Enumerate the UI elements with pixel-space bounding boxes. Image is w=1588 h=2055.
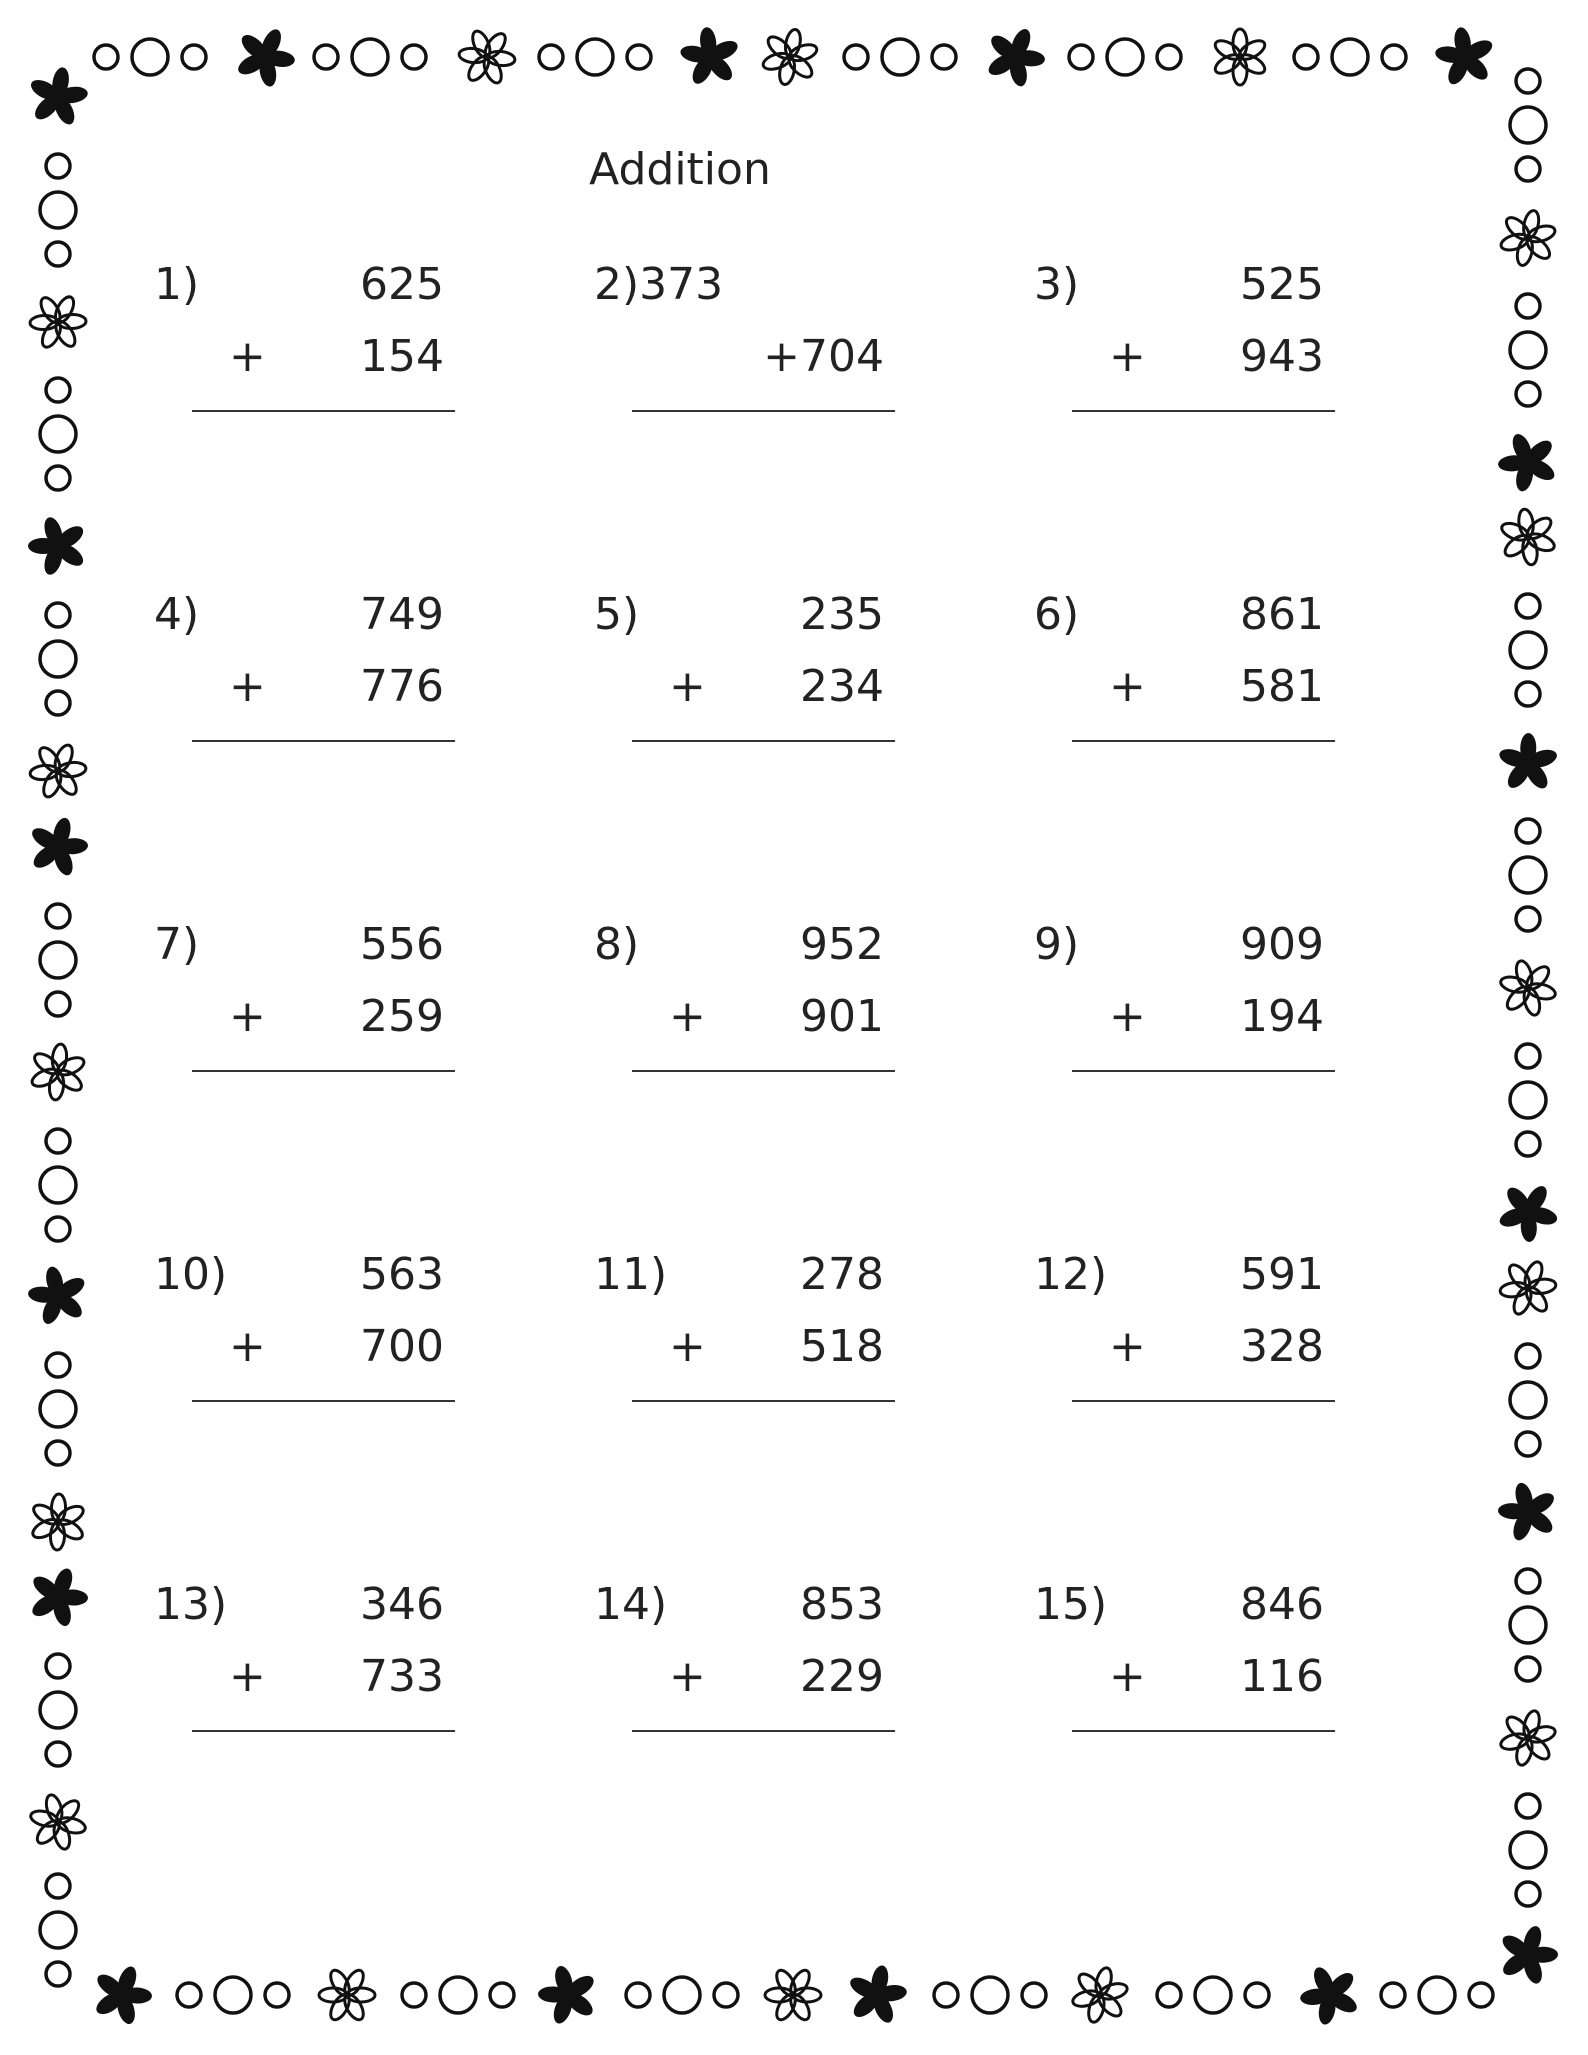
second-addend: 234	[800, 661, 884, 712]
problem-number: 12)	[1034, 1249, 1108, 1300]
flower-outline-icon	[29, 1493, 86, 1551]
flower-solid-icon	[20, 1561, 96, 1635]
flower-solid-icon	[225, 17, 306, 97]
answer-line[interactable]	[192, 410, 455, 412]
first-addend: 235	[800, 589, 884, 640]
circle-trio-icon	[539, 39, 651, 75]
flower-solid-icon	[1486, 1470, 1571, 1555]
circle-trio-icon	[40, 1874, 76, 1986]
circle-trio-icon	[177, 1977, 289, 2013]
plus-sign: +	[229, 1321, 266, 1372]
flower-outline-icon	[20, 284, 95, 359]
problem-12	[1034, 1245, 1354, 1435]
circle-trio-icon	[40, 603, 76, 715]
flower-solid-icon	[16, 503, 100, 588]
flower-outline-icon	[19, 1033, 97, 1111]
problem-4	[154, 585, 474, 775]
plus-sign: +	[1109, 331, 1146, 382]
plus-sign: +	[1109, 661, 1146, 712]
plus-sign: +	[669, 1321, 706, 1372]
first-addend: 556	[360, 919, 444, 970]
problem-number: 14)	[594, 1579, 668, 1630]
answer-line[interactable]	[632, 410, 895, 412]
circle-trio-icon	[1510, 69, 1546, 181]
flower-outline-icon	[19, 1783, 98, 1862]
second-addend: 901	[800, 991, 884, 1042]
problem-number: 15)	[1034, 1579, 1108, 1630]
flower-outline-icon	[1202, 19, 1278, 95]
flower-solid-icon	[527, 1953, 611, 2037]
flower-outline-icon	[1495, 204, 1562, 271]
second-addend: 259	[360, 991, 444, 1042]
answer-line[interactable]	[192, 1070, 455, 1072]
circle-trio-icon	[40, 1353, 76, 1465]
problem-6	[1034, 585, 1354, 775]
flower-solid-icon	[671, 16, 751, 97]
circle-trio-icon	[40, 154, 76, 266]
circle-trio-icon	[844, 39, 956, 75]
problem-14	[594, 1575, 914, 1765]
answer-line[interactable]	[632, 1400, 895, 1402]
answer-line[interactable]	[1072, 410, 1335, 412]
problem-number: 9)	[1034, 919, 1080, 970]
circle-trio-icon	[1294, 39, 1406, 75]
answer-line[interactable]	[192, 1400, 455, 1402]
circle-trio-icon	[1510, 819, 1546, 931]
first-addend: 625	[360, 259, 444, 310]
first-addend: 861	[1240, 589, 1324, 640]
second-addend: 229	[800, 1651, 884, 1702]
plus-sign: +	[229, 1651, 266, 1702]
second-addend: 733	[360, 1651, 444, 1702]
answer-line[interactable]	[1072, 1730, 1335, 1732]
circle-trio-icon	[94, 39, 206, 75]
flower-solid-icon	[1491, 725, 1566, 802]
flower-outline-icon	[765, 1967, 821, 2022]
plus-sign: +	[669, 661, 706, 712]
first-addend: 749	[360, 589, 444, 640]
flower-outline-icon	[1494, 954, 1562, 1021]
answer-line[interactable]	[1072, 1070, 1335, 1072]
answer-line[interactable]	[632, 1070, 895, 1072]
plus-sign: +	[1109, 1321, 1146, 1372]
flower-outline-icon	[1494, 1704, 1562, 1772]
circle-trio-icon	[1069, 39, 1181, 75]
circle-trio-icon	[40, 378, 76, 490]
problem-1	[154, 255, 474, 445]
circle-trio-icon	[1510, 1344, 1546, 1456]
first-addend: 2)373	[594, 259, 724, 310]
plus-sign: +	[229, 331, 266, 382]
flower-solid-icon	[1486, 419, 1571, 504]
flower-solid-icon	[1423, 15, 1509, 101]
problem-15	[1034, 1575, 1354, 1765]
flower-solid-icon	[27, 814, 89, 879]
answer-line[interactable]	[192, 740, 455, 742]
answer-line[interactable]	[632, 1730, 895, 1732]
plus-sign: +	[229, 991, 266, 1042]
flower-solid-icon	[844, 1961, 910, 2030]
problem-number: 8)	[594, 919, 640, 970]
problem-number: 13)	[154, 1579, 228, 1630]
second-addend: 154	[360, 331, 444, 382]
flower-outline-icon	[448, 18, 526, 96]
answer-line[interactable]	[632, 740, 895, 742]
problem-number: 3)	[1034, 259, 1080, 310]
circle-trio-icon	[1510, 294, 1546, 406]
circle-trio-icon	[626, 1977, 738, 2013]
circle-trio-icon	[1510, 1044, 1546, 1156]
second-addend: 581	[1240, 661, 1324, 712]
flower-outline-icon	[1489, 498, 1567, 576]
first-addend: 563	[360, 1249, 444, 1300]
second-addend: 116	[1240, 1651, 1324, 1702]
flower-outline-icon	[1489, 1249, 1567, 1327]
circle-trio-icon	[1510, 1794, 1546, 1906]
flower-solid-icon	[16, 1254, 101, 1339]
flower-solid-icon	[83, 1956, 161, 2033]
plus-sign: +	[229, 661, 266, 712]
flower-solid-icon	[983, 24, 1047, 91]
problem-11	[594, 1245, 914, 1435]
problem-2	[594, 255, 914, 445]
second-addend: 776	[360, 661, 444, 712]
problem-5	[594, 585, 914, 775]
worksheet-title: Addition	[589, 144, 771, 195]
plus-sign: +	[1109, 991, 1146, 1042]
flower-solid-icon	[22, 62, 93, 131]
flower-outline-icon	[755, 22, 825, 92]
problem-13	[154, 1575, 474, 1765]
first-addend: 846	[1240, 1579, 1324, 1630]
problem-10	[154, 1245, 474, 1435]
second-addend: 943	[1240, 331, 1324, 382]
first-addend: 591	[1240, 1249, 1324, 1300]
problem-7	[154, 915, 474, 1105]
circle-trio-icon	[314, 39, 426, 75]
second-addend: 328	[1240, 1321, 1324, 1372]
first-addend: 909	[1240, 919, 1324, 970]
second-addend: 700	[360, 1321, 444, 1372]
problem-number: 10)	[154, 1249, 228, 1300]
problem-8	[594, 915, 914, 1105]
problem-3	[1034, 255, 1354, 445]
first-addend: 952	[800, 919, 884, 970]
flower-solid-icon	[1290, 1954, 1372, 2037]
answer-line[interactable]	[1072, 740, 1335, 742]
problem-number: 6)	[1034, 589, 1080, 640]
problem-number: 4)	[154, 589, 200, 640]
first-addend: 278	[800, 1249, 884, 1300]
circle-trio-icon	[1510, 1569, 1546, 1681]
circle-trio-icon	[1381, 1977, 1493, 2013]
circle-trio-icon	[402, 1977, 514, 2013]
circle-trio-icon	[40, 1654, 76, 1766]
problem-number: 7)	[154, 919, 200, 970]
second-addend: +704	[763, 331, 884, 382]
answer-line[interactable]	[192, 1730, 455, 1732]
first-addend: 346	[360, 1579, 444, 1630]
circle-trio-icon	[1157, 1977, 1269, 2013]
answer-line[interactable]	[1072, 1400, 1335, 1402]
flower-outline-icon	[309, 1957, 385, 2033]
flower-solid-icon	[1489, 1918, 1567, 1994]
problem-number: 1)	[154, 259, 200, 310]
flower-outline-icon	[1061, 1956, 1140, 2035]
first-addend: 525	[1240, 259, 1324, 310]
plus-sign: +	[669, 1651, 706, 1702]
circle-trio-icon	[1510, 594, 1546, 706]
problem-number: 11)	[594, 1249, 668, 1300]
second-addend: 194	[1240, 991, 1324, 1042]
problem-number: 5)	[594, 589, 640, 640]
plus-sign: +	[1109, 1651, 1146, 1702]
flower-solid-icon	[1492, 1175, 1565, 1250]
plus-sign: +	[669, 991, 706, 1042]
second-addend: 518	[800, 1321, 884, 1372]
first-addend: 853	[800, 1579, 884, 1630]
flower-outline-icon	[27, 740, 88, 801]
circle-trio-icon	[40, 1129, 76, 1241]
problem-9	[1034, 915, 1354, 1105]
circle-trio-icon	[40, 904, 76, 1016]
circle-trio-icon	[934, 1977, 1046, 2013]
